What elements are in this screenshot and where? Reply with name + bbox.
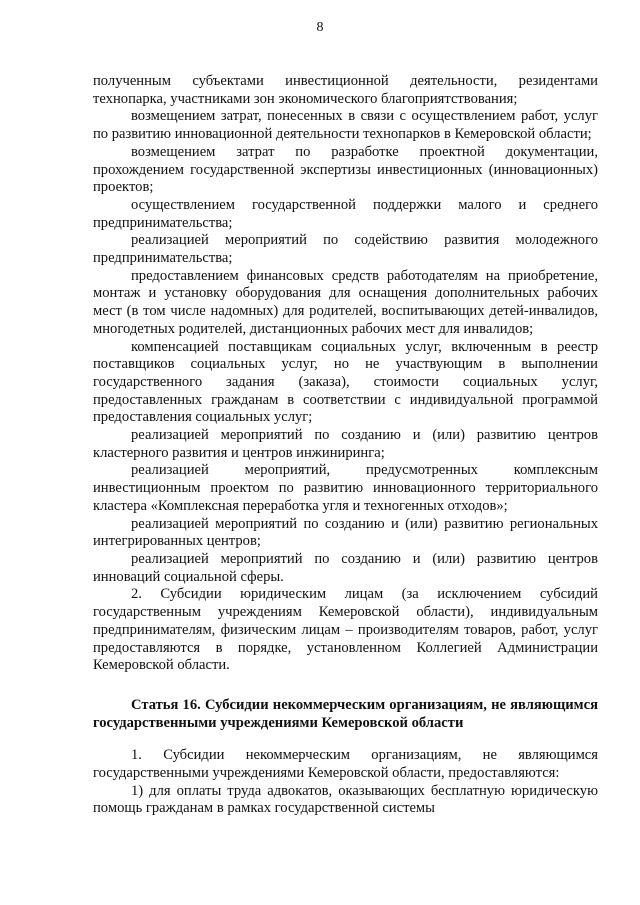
article-heading: Статья 16. Субсидии некоммерческим организациям, не являющимся государственными учреждениями Кемеровской области <box>93 696 598 731</box>
paragraph: предоставлением финансовых средств работодателям на приобретение, монтаж и установку оборудования для оснащения дополнительных рабочих мест (в том числе надомных) для родителей, воспитывающих детей-инвалидов, многодетных родителей, дистанционных рабочих мест для инвалидов; <box>93 267 598 337</box>
paragraph: возмещением затрат по разработке проектной документации, прохождением государственной экспертизы инвестиционных (инновационных) проектов; <box>93 143 598 196</box>
paragraph: полученным субъектами инвестиционной деятельности, резидентами технопарка, участниками зон экономического благоприятствования; <box>93 73 598 107</box>
paragraph: возмещением затрат, понесенных в связи с осуществлением работ, услуг по развитию инновационной деятельности технопарков в Кемеровской области; <box>93 108 598 143</box>
paragraph: осуществлением государственной поддержки малого и среднего предпринимательства; <box>93 196 598 231</box>
paragraph: реализацией мероприятий по созданию и (или) развитию региональных интегрированных центров; <box>93 515 598 550</box>
paragraph: реализацией мероприятий по созданию и (или) развитию центров кластерного развития и центров инжиниринга; <box>93 427 598 461</box>
document-body <box>93 73 598 818</box>
paragraph: реализацией мероприятий по содействию развития молодежного предпринимательства; <box>93 232 598 267</box>
paragraph: 1) для оплаты труда адвокатов, оказывающих бесплатную юридическую помощь гражданам в рамках государственной системы <box>93 782 598 817</box>
paragraphs-bottom <box>93 747 598 818</box>
paragraph: реализацией мероприятий по созданию и (или) развитию центров инноваций социальной сферы. <box>93 550 598 585</box>
paragraph: компенсацией поставщикам социальных услуг, включенным в реестр поставщиков социальных услуг, но не участвующим в выполнении государственного задания (заказа), стоимости социальных услуг, предоставленных гражданам в соответствии с индивидуальной программой предоставления социальных услуг; <box>93 338 598 426</box>
paragraph: реализацией мероприятий, предусмотренных комплексным инвестиционным проектом по развитию инновационного территориального кластера «Комплексная переработка угля и техногенных отходов»; <box>93 462 598 514</box>
page-number: 8 <box>316 20 324 35</box>
paragraph: 2. Субсидии юридическим лицам (за исключением субсидий государственным учреждениям Кемеровской области), индивидуальным предпринимателям, физическим лицам – производителям товаров, работ, услуг предоставляются в порядке, установленном Коллегией Администрации Кемеровской области. <box>93 586 598 674</box>
paragraphs-top <box>93 73 598 675</box>
paragraph: 1. Субсидии некоммерческим организациям, не являющимся государственными учреждениями Кемеровской области, предоставляются: <box>93 747 598 782</box>
